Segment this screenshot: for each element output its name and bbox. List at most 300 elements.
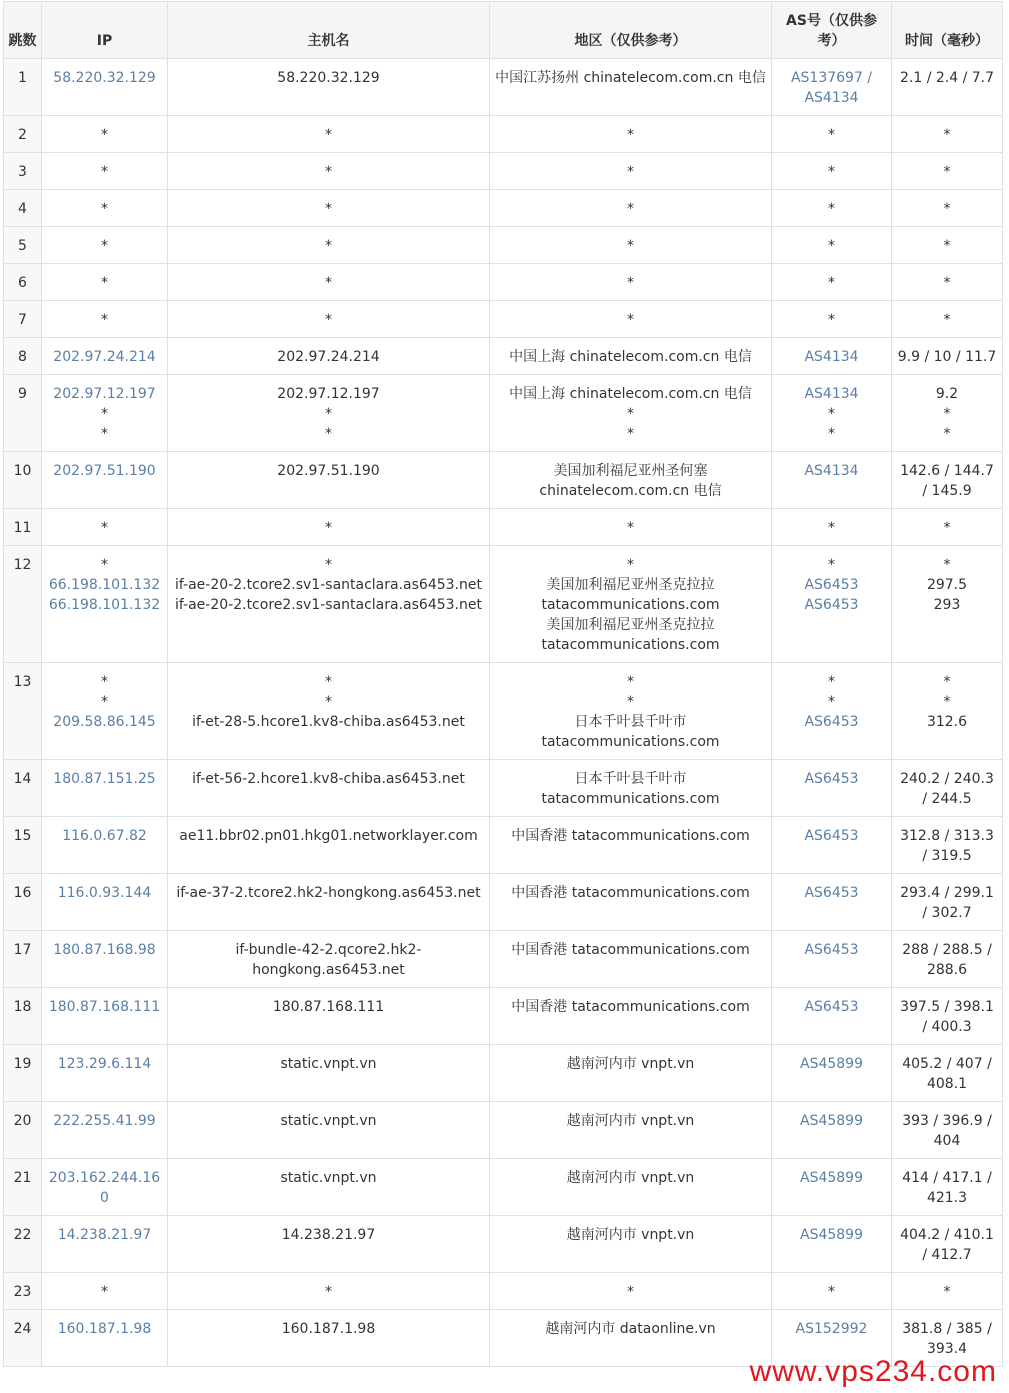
as-cell [772,264,892,301]
time-value: 404.2 / 410.1 / 412.7 [900,1227,994,1263]
ip-link[interactable]: 180.87.151.25 [53,771,156,787]
as-cell [772,301,892,338]
ip-cell [42,1045,168,1102]
hostname-cell [168,1045,490,1102]
ip-value: * [101,312,108,328]
region-cell [490,663,772,760]
ip-value: * [101,426,108,442]
hostname-value: if-bundle-42-2.qcore2.hk2-hongkong.as6453.net [235,942,422,978]
hop-cell: 22 [4,1216,42,1273]
hostname-cell [168,1159,490,1216]
hostname-value: 160.187.1.98 [281,1321,376,1337]
as-cell [772,338,892,375]
region-cell [490,375,772,452]
time-value: * [943,426,951,442]
as-cell [772,1273,892,1310]
hop-cell: 23 [4,1273,42,1310]
region-cell [490,546,772,663]
hostname-cell [168,1310,490,1367]
hostname-value: if-et-28-5.hcore1.kv8-chiba.as6453.net [192,714,465,730]
hop-cell: 14 [4,760,42,817]
time-value: * [943,674,951,690]
hop-cell: 6 [4,264,42,301]
hostname-value: if-ae-20-2.tcore2.sv1-santaclara.as6453.net [175,597,482,613]
header-as: AS号（仅供参考） [772,2,892,59]
region-value: 越南河内市 vnpt.vn [566,1056,695,1072]
region-value: 中国上海 chinatelecom.com.cn 电信 [509,386,752,402]
hop-cell: 16 [4,874,42,931]
as-cell [772,817,892,874]
as-link[interactable]: AS152992 [795,1321,868,1337]
hostname-value: * [325,201,332,217]
table-row [4,874,1003,931]
region-value: 日本千叶县千叶市 tatacommunications.com [541,714,720,750]
time-cell [892,301,1003,338]
hostname-cell [168,874,490,931]
table-row [4,1102,1003,1159]
time-cell [892,1273,1003,1310]
time-value: 381.8 / 385 / 393.4 [902,1321,992,1357]
hop-cell: 24 [4,1310,42,1367]
time-value: 9.9 / 10 / 11.7 [897,349,997,365]
ip-cell [42,227,168,264]
table-row [4,931,1003,988]
ip-value: * [101,694,108,710]
as-value: * [828,406,835,422]
hostname-value: * [325,127,332,143]
hop-cell: 7 [4,301,42,338]
hostname-cell [168,509,490,546]
table-row [4,988,1003,1045]
as-link[interactable]: AS6453 [804,597,859,613]
hostname-cell [168,153,490,190]
ip-link[interactable]: 203.162.244.160 [48,1170,161,1206]
time-value: 2.1 / 2.4 / 7.7 [899,70,995,86]
as-value: * [828,275,835,291]
region-value: * [627,694,634,710]
hostname-value: * [325,426,332,442]
ip-link[interactable]: 58.220.32.129 [53,70,156,86]
ip-cell [42,760,168,817]
hostname-cell [168,817,490,874]
as-link[interactable]: AS6453 [804,714,859,730]
traceroute-body [4,59,1003,1367]
ip-cell [42,301,168,338]
hop-cell: 12 [4,546,42,663]
time-value: 393 / 396.9 / 404 [902,1113,992,1149]
as-value: * [828,164,835,180]
ip-cell [42,153,168,190]
hostname-value: if-ae-20-2.tcore2.sv1-santaclara.as6453.net [175,577,482,593]
region-cell [490,1102,772,1159]
table-row [4,1045,1003,1102]
as-link[interactable]: AS4134 [804,463,859,479]
ip-value: * [101,238,108,254]
time-value: 397.5 / 398.1 / 400.3 [900,999,994,1035]
ip-value: * [101,557,108,573]
region-value: 中国上海 chinatelecom.com.cn 电信 [509,349,752,365]
table-header-row [4,2,1003,59]
region-cell [490,931,772,988]
time-cell [892,663,1003,760]
hop-cell: 13 [4,663,42,760]
time-value: 293 [933,597,961,613]
time-cell [892,931,1003,988]
region-cell [490,301,772,338]
ip-link[interactable]: 14.238.21.97 [57,1227,152,1243]
as-link[interactable]: AS6453 [804,942,859,958]
time-value: 405.2 / 407 / 408.1 [902,1056,992,1092]
hostname-cell [168,760,490,817]
as-cell [772,988,892,1045]
hop-cell: 19 [4,1045,42,1102]
hostname-value: * [325,520,332,536]
ip-link[interactable]: 123.29.6.114 [57,1056,152,1072]
region-value: 美国加利福尼亚州圣克拉拉 tatacommunications.com [541,617,720,653]
ip-link[interactable]: 66.198.101.132 [48,597,161,613]
table-row [4,59,1003,116]
hostname-value: 202.97.12.197 [277,386,380,402]
time-value: * [943,520,951,536]
region-cell [490,1216,772,1273]
time-value: 293.4 / 299.1 / 302.7 [900,885,994,921]
region-cell [490,1310,772,1367]
ip-link[interactable]: 222.255.41.99 [53,1113,156,1129]
hostname-value: 58.220.32.129 [277,70,380,86]
as-cell [772,116,892,153]
ip-link[interactable]: 202.97.12.197 [53,386,156,402]
as-link[interactable]: AS137697 / AS4134 [790,70,873,106]
table-row [4,1273,1003,1310]
hop-cell: 20 [4,1102,42,1159]
time-cell [892,116,1003,153]
as-link[interactable]: AS45899 [800,1170,863,1186]
ip-cell [42,452,168,509]
region-value: 中国香港 tatacommunications.com [511,885,750,901]
time-cell [892,509,1003,546]
as-link[interactable]: AS45899 [800,1056,863,1072]
time-value: 9.2 [935,386,959,402]
ip-cell [42,509,168,546]
table-row [4,190,1003,227]
ip-link[interactable]: 180.87.168.98 [53,942,156,958]
region-cell [490,190,772,227]
ip-cell [42,1159,168,1216]
table-row [4,546,1003,663]
region-value: * [627,238,634,254]
as-link[interactable]: AS6453 [804,771,859,787]
region-value: * [627,127,634,143]
ip-link[interactable]: 116.0.67.82 [62,828,147,844]
table-row [4,1216,1003,1273]
ip-value: * [101,201,108,217]
hostname-value: * [325,557,332,573]
region-cell [490,1273,772,1310]
time-value: * [943,201,951,217]
header-hop: 跳数 [4,2,42,59]
as-cell [772,1045,892,1102]
as-value: * [828,694,835,710]
ip-cell [42,338,168,375]
ip-link[interactable]: 180.87.168.111 [48,999,161,1015]
as-value: * [828,674,835,690]
region-cell [490,59,772,116]
time-cell [892,1216,1003,1273]
table-row [4,760,1003,817]
hostname-value: * [325,674,332,690]
ip-value: * [101,406,108,422]
region-value: 中国香港 tatacommunications.com [511,828,750,844]
hostname-value: static.vnpt.vn [280,1056,377,1072]
hostname-cell [168,338,490,375]
as-link[interactable]: AS6453 [804,999,859,1015]
hostname-value: 180.87.168.111 [272,999,385,1015]
header-hostname: 主机名 [168,2,490,59]
region-cell [490,227,772,264]
region-value: * [627,557,634,573]
time-cell [892,817,1003,874]
region-cell [490,817,772,874]
region-value: * [627,674,634,690]
as-cell [772,509,892,546]
as-link[interactable]: AS4134 [804,386,859,402]
as-cell [772,663,892,760]
as-cell [772,375,892,452]
region-cell [490,988,772,1045]
hostname-cell [168,988,490,1045]
ip-value: * [101,127,108,143]
time-value: * [943,127,951,143]
hop-cell: 1 [4,59,42,116]
region-value: 中国香港 tatacommunications.com [511,942,750,958]
hop-cell: 17 [4,931,42,988]
hostname-cell [168,264,490,301]
as-link[interactable]: AS45899 [800,1113,863,1129]
time-value: 414 / 417.1 / 421.3 [902,1170,992,1206]
hop-cell: 15 [4,817,42,874]
as-cell [772,1216,892,1273]
ip-value: * [101,1284,108,1300]
time-cell [892,153,1003,190]
as-link[interactable]: AS45899 [800,1227,863,1243]
as-cell [772,452,892,509]
region-value: * [627,312,634,328]
ip-cell [42,59,168,116]
hostname-value: if-et-56-2.hcore1.kv8-chiba.as6453.net [192,771,465,787]
ip-cell [42,375,168,452]
hostname-cell [168,1216,490,1273]
time-value: * [943,275,951,291]
table-row [4,153,1003,190]
ip-cell [42,1102,168,1159]
hostname-value: * [325,312,332,328]
table-row [4,227,1003,264]
region-cell [490,1159,772,1216]
time-cell [892,874,1003,931]
hostname-cell [168,1273,490,1310]
hostname-value: * [325,406,332,422]
as-value: * [828,127,835,143]
region-value: * [627,164,634,180]
time-value: * [943,1284,951,1300]
hop-cell: 2 [4,116,42,153]
time-value: 312.8 / 313.3 / 319.5 [900,828,994,864]
region-cell [490,760,772,817]
hostname-value: static.vnpt.vn [280,1113,377,1129]
header-region: 地区（仅供参考） [490,2,772,59]
as-value: * [828,426,835,442]
time-value: * [943,557,951,573]
table-row [4,301,1003,338]
region-value: 美国加利福尼亚州圣克拉拉 tatacommunications.com [541,577,720,613]
hostname-cell [168,375,490,452]
hostname-cell [168,190,490,227]
time-cell [892,1102,1003,1159]
time-cell [892,988,1003,1045]
ip-link[interactable]: 66.198.101.132 [48,577,161,593]
time-cell [892,227,1003,264]
ip-value: * [101,520,108,536]
hostname-cell [168,59,490,116]
time-cell [892,59,1003,116]
as-cell [772,1102,892,1159]
ip-value: * [101,275,108,291]
region-cell [490,153,772,190]
table-row [4,375,1003,452]
ip-link[interactable]: 160.187.1.98 [57,1321,152,1337]
table-row [4,509,1003,546]
time-cell [892,190,1003,227]
table-row [4,264,1003,301]
hostname-value: * [325,275,332,291]
region-cell [490,874,772,931]
as-value: * [828,312,835,328]
time-cell [892,1159,1003,1216]
ip-cell [42,1273,168,1310]
as-value: * [828,1284,835,1300]
region-value: 越南河内市 vnpt.vn [566,1113,695,1129]
ip-value: * [101,674,108,690]
region-value: * [627,406,634,422]
as-value: * [828,238,835,254]
region-value: * [627,426,634,442]
table-row [4,817,1003,874]
header-ip: IP [42,2,168,59]
as-cell [772,931,892,988]
time-cell [892,264,1003,301]
time-value: * [943,238,951,254]
as-link[interactable]: AS6453 [804,885,859,901]
hop-cell: 5 [4,227,42,264]
time-cell [892,760,1003,817]
ip-link[interactable]: 209.58.86.145 [53,714,156,730]
region-cell [490,452,772,509]
hostname-value: * [325,694,332,710]
hop-cell: 4 [4,190,42,227]
as-cell [772,546,892,663]
table-row [4,452,1003,509]
ip-cell [42,663,168,760]
hostname-cell [168,452,490,509]
region-cell [490,116,772,153]
as-link[interactable]: AS6453 [804,577,859,593]
time-value: 240.2 / 240.3 / 244.5 [900,771,994,807]
hop-cell: 21 [4,1159,42,1216]
hop-cell: 11 [4,509,42,546]
hostname-cell [168,301,490,338]
time-value: 142.6 / 144.7 / 145.9 [900,463,994,499]
time-value: * [943,694,951,710]
time-cell [892,452,1003,509]
ip-value: * [101,164,108,180]
as-cell [772,1159,892,1216]
time-cell [892,375,1003,452]
region-value: 越南河内市 vnpt.vn [566,1170,695,1186]
time-value: * [943,406,951,422]
region-cell [490,509,772,546]
as-cell [772,190,892,227]
table-row [4,338,1003,375]
as-cell [772,760,892,817]
region-value: 越南河内市 dataonline.vn [545,1321,716,1337]
as-cell [772,874,892,931]
as-cell [772,153,892,190]
hostname-value: 202.97.51.190 [277,463,380,479]
hostname-value: 202.97.24.214 [277,349,380,365]
time-value: 288 / 288.5 / 288.6 [902,942,992,978]
time-value: 312.6 [926,714,968,730]
ip-link[interactable]: 116.0.93.144 [57,885,152,901]
hop-cell: 10 [4,452,42,509]
as-link[interactable]: AS6453 [804,828,859,844]
as-value: * [828,520,835,536]
hostname-cell [168,116,490,153]
region-cell [490,1045,772,1102]
time-cell [892,546,1003,663]
ip-cell [42,874,168,931]
region-cell [490,338,772,375]
region-value: 越南河内市 vnpt.vn [566,1227,695,1243]
ip-cell [42,1310,168,1367]
region-value: * [627,1284,634,1300]
time-value: 297.5 [926,577,968,593]
ip-link[interactable]: 202.97.24.214 [53,349,156,365]
as-link[interactable]: AS4134 [804,349,859,365]
header-time: 时间（毫秒） [892,2,1003,59]
as-value: * [828,557,835,573]
hop-cell: 18 [4,988,42,1045]
as-cell [772,59,892,116]
ip-link[interactable]: 202.97.51.190 [53,463,156,479]
hop-cell: 8 [4,338,42,375]
hostname-cell [168,227,490,264]
hostname-value: ae11.bbr02.pn01.hkg01.networklayer.com [179,828,478,844]
hostname-value: * [325,164,332,180]
time-cell [892,1045,1003,1102]
region-value: 中国香港 tatacommunications.com [511,999,750,1015]
region-value: 美国加利福尼亚州圣何塞 chinatelecom.com.cn 电信 [539,463,722,499]
hostname-cell [168,663,490,760]
as-value: * [828,201,835,217]
table-row [4,116,1003,153]
hostname-cell [168,931,490,988]
region-cell [490,264,772,301]
ip-cell [42,988,168,1045]
ip-cell [42,546,168,663]
ip-cell [42,1216,168,1273]
region-value: * [627,520,634,536]
hostname-value: if-ae-37-2.tcore2.hk2-hongkong.as6453.net [176,885,481,901]
